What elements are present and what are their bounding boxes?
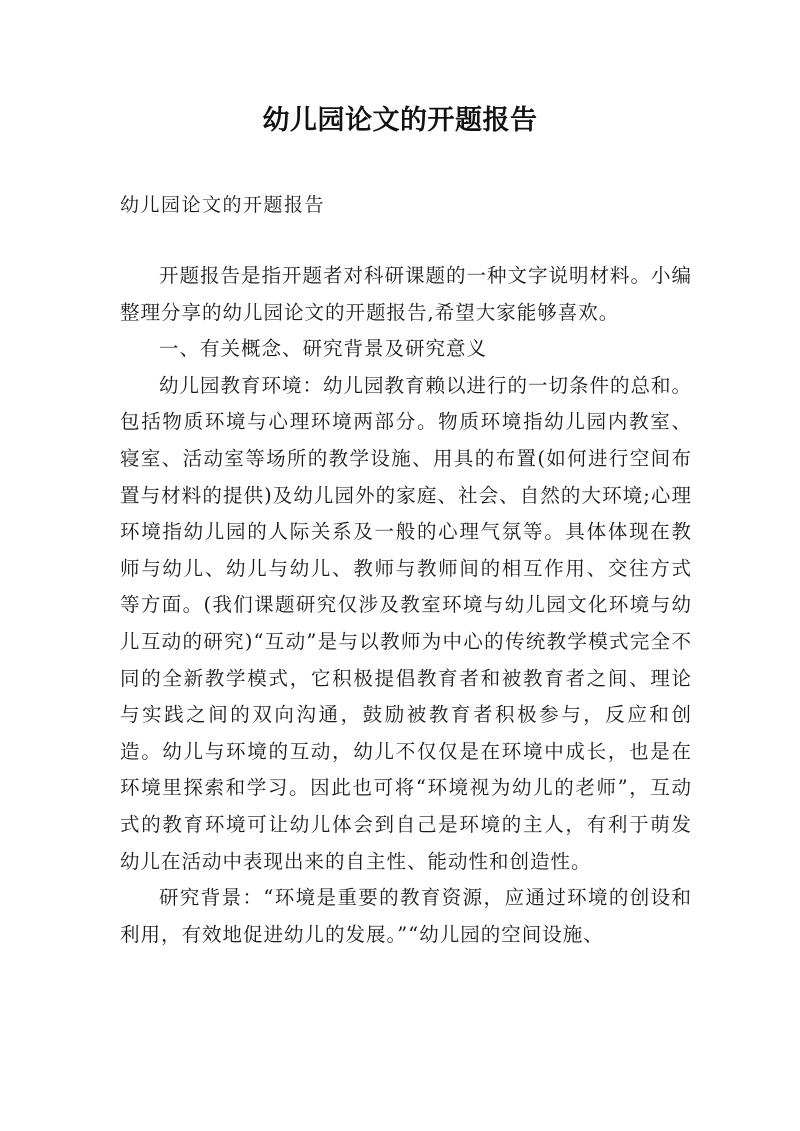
paragraph-environment: 幼儿园教育环境：幼儿园教育赖以进行的一切条件的总和。包括物质环境与心理环境两部分。物质环境指幼儿园内教室、寝室、活动室等场所的教学设施、用具的布置(如何进行空间布置与材料的提供)及幼儿园外的家庭、社会、自然的大环境;心理环境指幼儿园的人际关系及一般的心理气氛等。具体体现在教师与幼儿、幼儿与幼儿、教师与教师间的相互作用、交往方式等方面。(我们课题研究仅涉及教室环境与幼儿园文化环境与幼儿互动的研究)“互动”是与以教师为中心的传统教学模式完全不同的全新教学模式，它积极提倡教育者和被教育者之间、理论与实践之间的双向沟通，鼓励被教育者积极参与，反应和创造。幼儿与环境的互动，幼儿不仅仅是在环境中成长，也是在环境里探索和学习。因此也可将“环境视为幼儿的老师”，互动式的教育环境可让幼儿体会到自己是环境的主人，有利于萌发幼儿在活动中表现出来的自主性、能动性和创造性。	[120, 373, 693, 873]
paragraph-intro: 开题报告是指开题者对科研课题的一种文字说明材料。小编整理分享的幼儿园论文的开题报告,希望大家能够喜欢。	[120, 264, 693, 324]
section-heading: 一、有关概念、研究背景及研究意义	[159, 337, 488, 361]
document-body	[120, 258, 692, 953]
document-title: 幼儿园论文的开题报告	[262, 105, 538, 136]
document-subtitle: 幼儿园论文的开题报告	[120, 194, 326, 216]
paragraph-background: 研究背景：“环境是重要的教育资源，应通过环境的创设和利用，有效地促进幼儿的发展。”“幼儿园的空间设施、	[120, 886, 692, 946]
